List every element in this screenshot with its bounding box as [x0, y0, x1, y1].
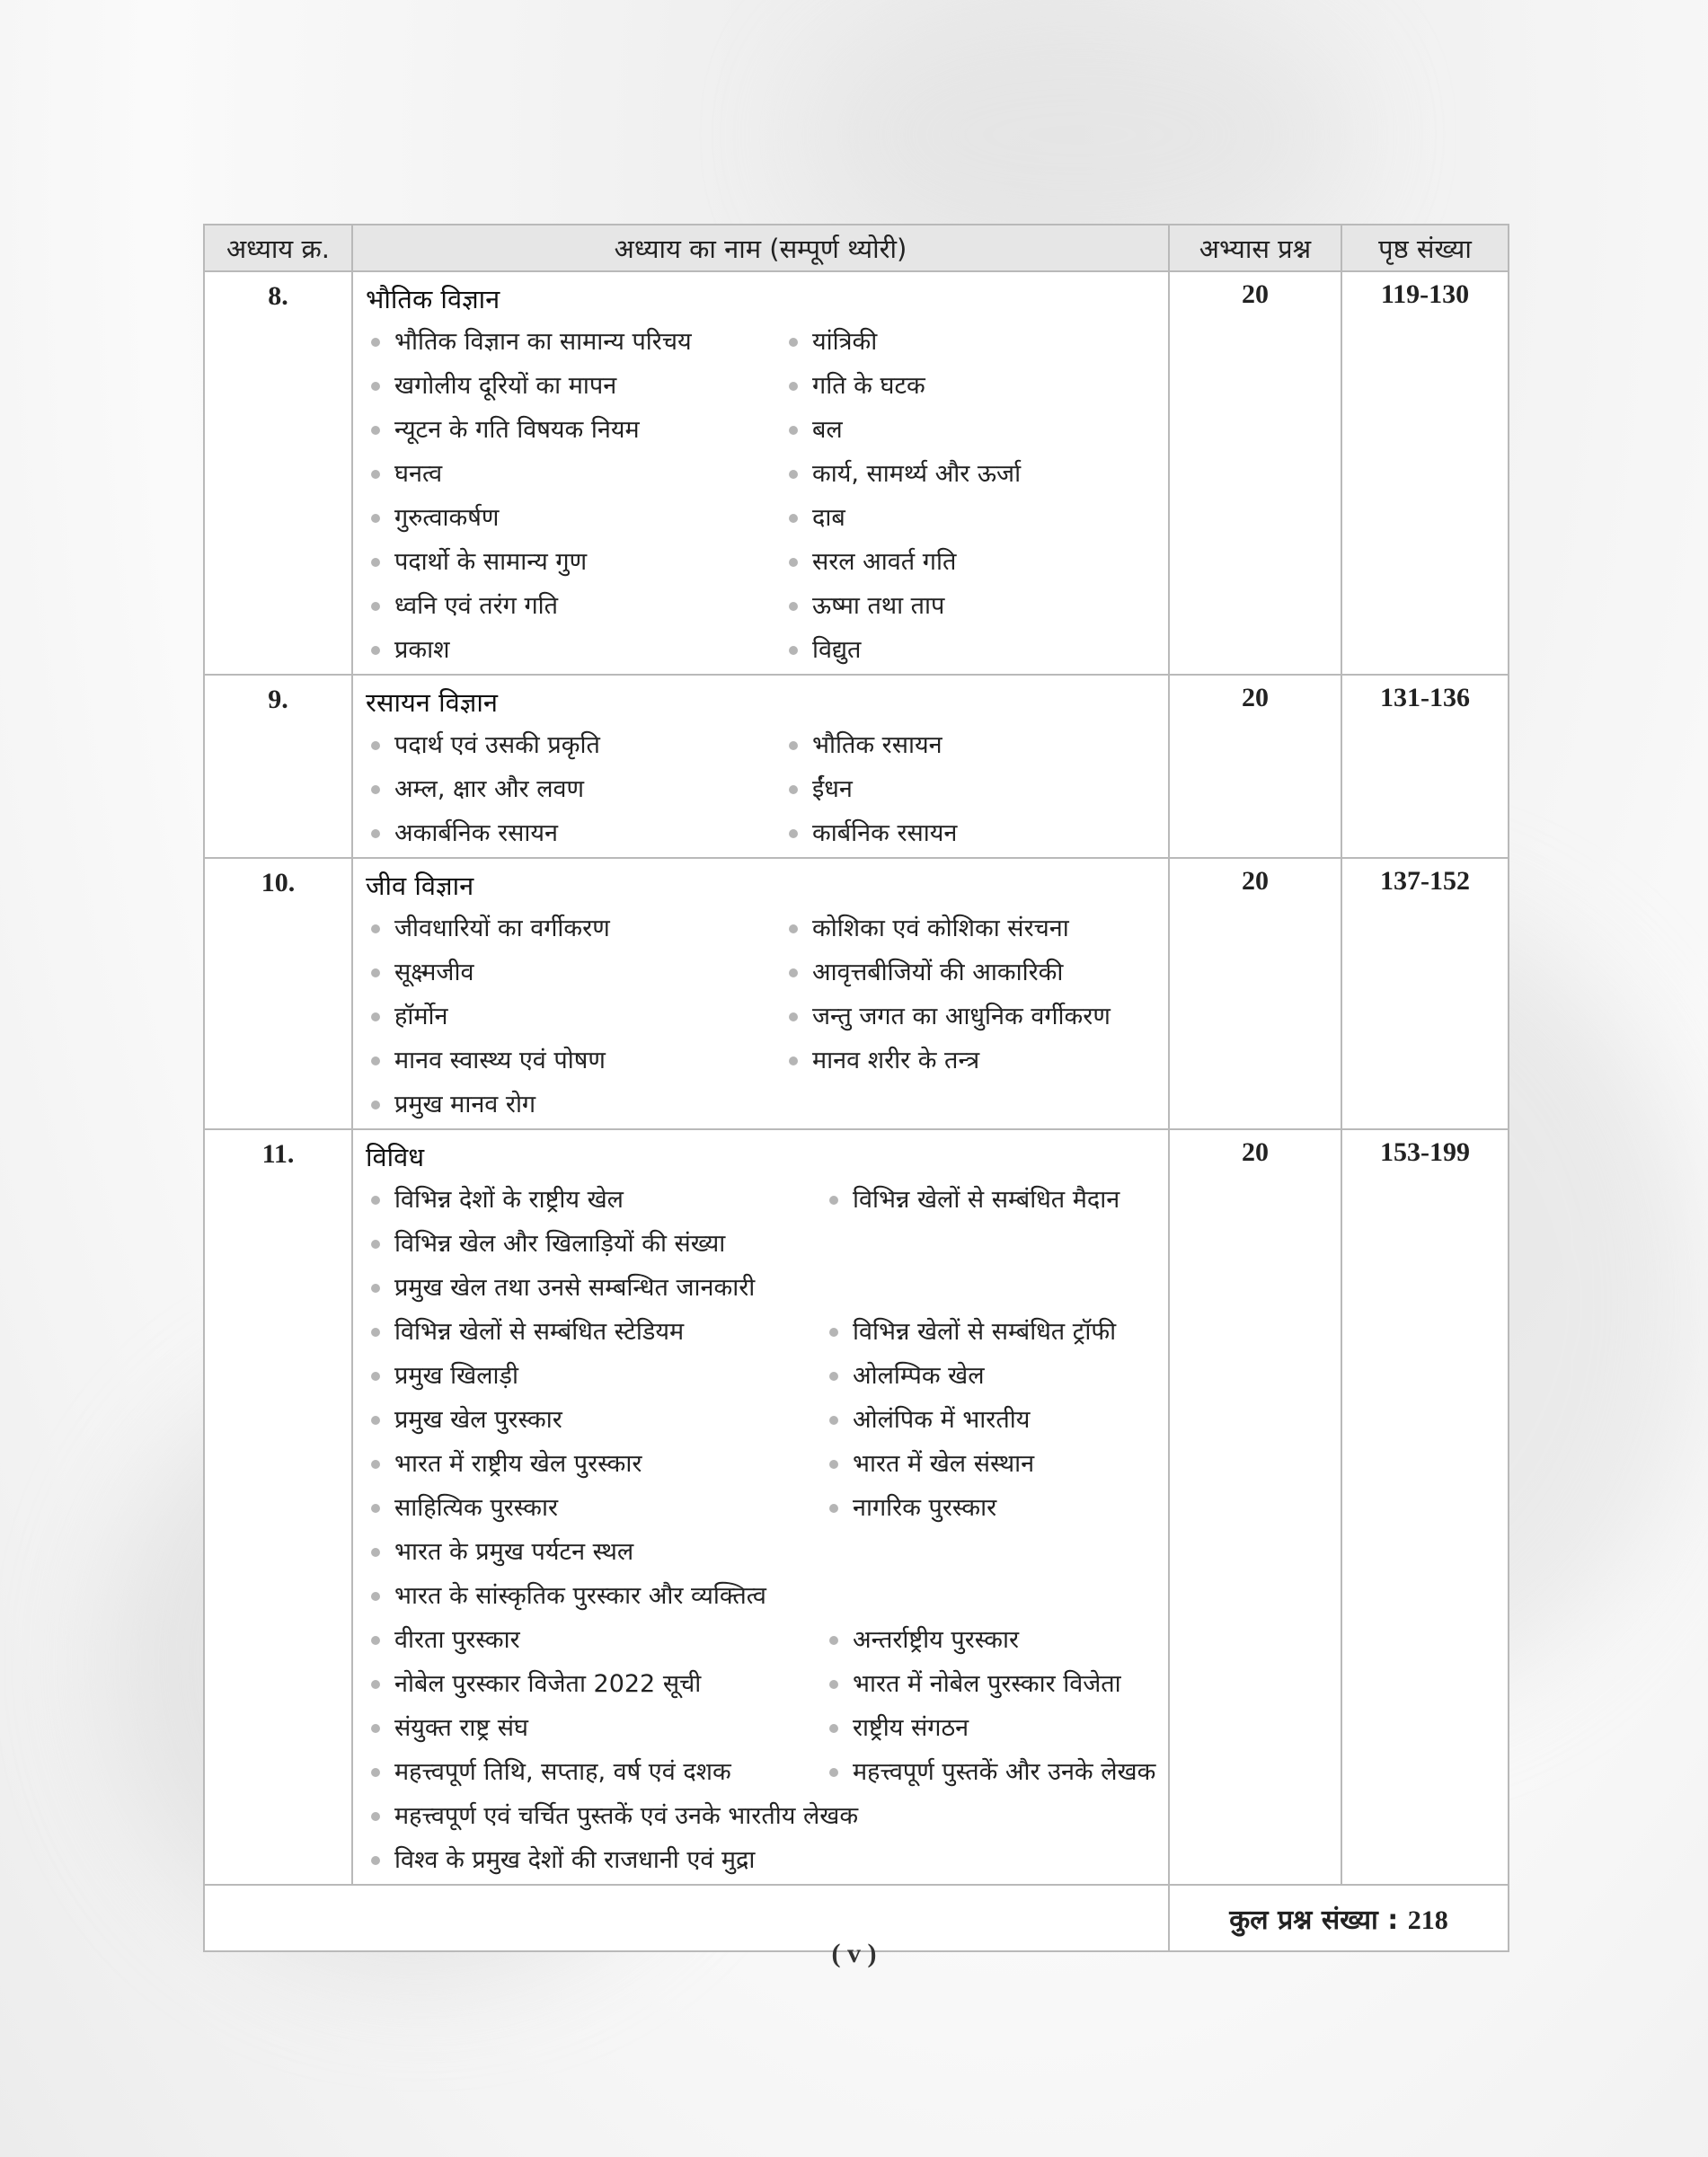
topic-spacer	[824, 1266, 1174, 1310]
topic-item: भारत के सांस्कृतिक पुरस्कार और व्यक्तित्व	[366, 1574, 815, 1618]
chapter-row	[204, 858, 1509, 1129]
topic-item: प्रमुख खेल पुरस्कार	[366, 1398, 815, 1442]
chapter-title: विविध	[366, 1142, 425, 1172]
topic-item: प्रकाश	[366, 628, 774, 672]
chapter-page-range: 153-199	[1341, 1129, 1509, 1885]
topic-spacer	[783, 1083, 1170, 1127]
topic-item: यांत्रिकी	[783, 320, 1170, 364]
total-label: कुल प्रश्न संख्या :	[1229, 1904, 1399, 1936]
page-number: ( v )	[831, 1939, 877, 1968]
chapter-title: जीव विज्ञान	[366, 871, 474, 901]
topic-item: विद्युत	[783, 628, 1170, 672]
chapter-question-count: 20	[1169, 675, 1341, 858]
chapter-page-range: 137-152	[1341, 858, 1509, 1129]
chapter-title: भौतिक विज्ञान	[366, 284, 500, 314]
topic-item: ध्वनि एवं तरंग गति	[366, 584, 774, 628]
topic-item: घनत्व	[366, 452, 774, 496]
topic-item: कार्य, सामर्थ्य और ऊर्जा	[783, 452, 1170, 496]
topic-list	[353, 320, 1168, 672]
topic-item: राष्ट्रीय संगठन	[824, 1706, 1174, 1750]
topic-item: भारत में राष्ट्रीय खेल पुरस्कार	[366, 1442, 815, 1486]
topic-item: सूक्ष्मजीव	[366, 950, 774, 995]
topic-item: महत्त्वपूर्ण एवं चर्चित पुस्तकें एवं उनके भारतीय लेखक	[366, 1794, 815, 1838]
topic-item: दाब	[783, 496, 1170, 540]
topic-item: ईंधन	[783, 767, 1170, 811]
chapter-row	[204, 271, 1509, 675]
topic-item: महत्त्वपूर्ण पुस्तकें और उनके लेखक	[824, 1750, 1174, 1794]
chapter-content	[352, 858, 1169, 1129]
topic-item: अकार्बनिक रसायन	[366, 811, 774, 855]
topic-item: नागरिक पुरस्कार	[824, 1486, 1174, 1530]
topic-item: कोशिका एवं कोशिका संरचना	[783, 906, 1170, 950]
topic-item: विभिन्न खेलों से सम्बंधित स्टेडियम	[366, 1310, 815, 1354]
topic-item: खगोलीय दूरियों का मापन	[366, 364, 774, 408]
topic-item: न्यूटन के गति विषयक नियम	[366, 408, 774, 452]
topic-spacer	[824, 1222, 1174, 1266]
topic-item: संयुक्त राष्ट्र संघ	[366, 1706, 815, 1750]
topic-item: सरल आवर्त गति	[783, 540, 1170, 584]
total-value: 218	[1407, 1905, 1448, 1935]
topic-item: विभिन्न खेलों से सम्बंधित ट्रॉफी	[824, 1310, 1174, 1354]
chapter-page-range: 131-136	[1341, 675, 1509, 858]
topic-item: भारत में खेल संस्थान	[824, 1442, 1174, 1486]
topic-item: महत्त्वपूर्ण तिथि, सप्ताह, वर्ष एवं दशक	[366, 1750, 815, 1794]
chapter-number: 9.	[204, 675, 352, 858]
topic-item: प्रमुख मानव रोग	[366, 1083, 774, 1127]
header-page-numbers: पृष्ठ संख्या	[1341, 225, 1509, 271]
chapter-question-count: 20	[1169, 271, 1341, 675]
topic-item: भौतिक विज्ञान का सामान्य परिचय	[366, 320, 774, 364]
chapter-title: रसायन विज्ञान	[366, 687, 498, 718]
topic-item: गुरुत्वाकर्षण	[366, 496, 774, 540]
topic-spacer	[824, 1794, 1174, 1838]
chapter-question-count: 20	[1169, 1129, 1341, 1885]
topic-spacer	[824, 1838, 1174, 1882]
chapter-row	[204, 1129, 1509, 1885]
topic-spacer	[824, 1574, 1174, 1618]
chapter-content	[352, 1129, 1169, 1885]
topic-item: पदार्थो के सामान्य गुण	[366, 540, 774, 584]
topic-item: अम्ल, क्षार और लवण	[366, 767, 774, 811]
topic-item: वीरता पुरस्कार	[366, 1618, 815, 1662]
topic-item: ओलम्पिक खेल	[824, 1354, 1174, 1398]
chapter-question-count: 20	[1169, 858, 1341, 1129]
topic-item: बल	[783, 408, 1170, 452]
chapter-number: 10.	[204, 858, 352, 1129]
chapter-page-range: 119-130	[1341, 271, 1509, 675]
topic-item: विभिन्न देशों के राष्ट्रीय खेल	[366, 1178, 815, 1222]
topic-item: ऊष्मा तथा ताप	[783, 584, 1170, 628]
chapter-number: 11.	[204, 1129, 352, 1885]
header-practice-questions: अभ्यास प्रश्न	[1169, 225, 1341, 271]
topic-item: कार्बनिक रसायन	[783, 811, 1170, 855]
topic-list	[353, 723, 1168, 855]
topic-item: नोबेल पुरस्कार विजेता 2022 सूची	[366, 1662, 815, 1706]
topic-item: विश्व के प्रमुख देशों की राजधानी एवं मुद्रा	[366, 1838, 815, 1882]
topic-item: भौतिक रसायन	[783, 723, 1170, 767]
topic-list	[353, 906, 1168, 1127]
topic-item: प्रमुख खेल तथा उनसे सम्बन्धित जानकारी	[366, 1266, 815, 1310]
chapter-row	[204, 675, 1509, 858]
chapter-content	[352, 675, 1169, 858]
topic-list	[353, 1178, 1168, 1882]
header-chapter-no: अध्याय क्र.	[204, 225, 352, 271]
topic-item: जीवधारियों का वर्गीकरण	[366, 906, 774, 950]
topic-item: पदार्थ एवं उसकी प्रकृति	[366, 723, 774, 767]
topic-item: प्रमुख खिलाड़ी	[366, 1354, 815, 1398]
topic-item: हॉर्मोन	[366, 995, 774, 1039]
topic-item: अन्तर्राष्ट्रीय पुरस्कार	[824, 1618, 1174, 1662]
topic-item: जन्तु जगत का आधुनिक वर्गीकरण	[783, 995, 1170, 1039]
topic-spacer	[824, 1530, 1174, 1574]
topic-item: साहित्यिक पुरस्कार	[366, 1486, 815, 1530]
topic-item: आवृत्तबीजियों की आकारिकी	[783, 950, 1170, 995]
topic-item: विभिन्न खेलों से सम्बंधित मैदान	[824, 1178, 1174, 1222]
chapters-body	[204, 271, 1509, 1885]
topic-item: भारत में नोबेल पुरस्कार विजेता	[824, 1662, 1174, 1706]
topic-item: भारत के प्रमुख पर्यटन स्थल	[366, 1530, 815, 1574]
contents-table	[203, 224, 1509, 1952]
header-row	[204, 225, 1509, 271]
topic-item: गति के घटक	[783, 364, 1170, 408]
chapter-content	[352, 271, 1169, 675]
topic-item: मानव स्वास्थ्य एवं पोषण	[366, 1039, 774, 1083]
chapter-number: 8.	[204, 271, 352, 675]
topic-item: विभिन्न खेल और खिलाड़ियों की संख्या	[366, 1222, 815, 1266]
header-chapter-name: अध्याय का नाम (सम्पूर्ण थ्योरी)	[352, 225, 1169, 271]
topic-item: मानव शरीर के तन्त्र	[783, 1039, 1170, 1083]
topic-item: ओलंपिक में भारतीय	[824, 1398, 1174, 1442]
